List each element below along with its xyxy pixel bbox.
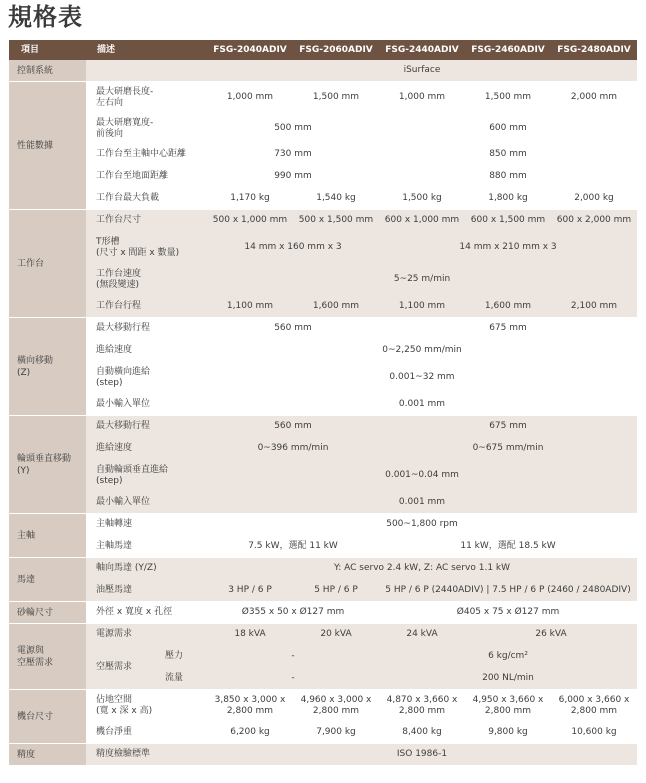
- value-cell: 9,800 kg: [488, 727, 528, 738]
- value-cell: ISO 1986-1: [396, 749, 448, 760]
- table-row: [9, 602, 637, 624]
- row-label: 空壓需求: [96, 662, 133, 673]
- value-cell: 600 x 1,500 mm: [470, 215, 546, 226]
- table-row: [9, 416, 637, 438]
- row-label: 最大研磨寬度- 前後向: [96, 117, 154, 139]
- value-cell: 4,870 x 3,660 x 2,800 mm: [386, 694, 458, 716]
- value-cell: 1,100 mm: [398, 301, 446, 312]
- table-row: [9, 580, 637, 602]
- value-cell: 7,900 kg: [316, 727, 356, 738]
- value-cell: 3,850 x 3,000 x 2,800 mm: [214, 694, 286, 716]
- table-group: [9, 210, 637, 318]
- row-label: 最大移動行程: [96, 421, 151, 432]
- spec-table: [9, 40, 637, 766]
- value-cell: 1,500 kg: [402, 193, 442, 204]
- header-model-4: FSG-2460ADIV: [471, 45, 545, 55]
- value-cell: 4,960 x 3,000 x 2,800 mm: [300, 694, 372, 716]
- table-row: [9, 318, 637, 340]
- table-body: [9, 60, 637, 766]
- value-cell: 5~25 m/min: [393, 274, 451, 285]
- value-cell: 0~396 mm/min: [257, 443, 329, 454]
- value-cell: 500 x 1,500 mm: [298, 215, 374, 226]
- group-divider: [9, 765, 637, 766]
- value-cell: 14 mm x 210 mm x 3: [459, 242, 557, 253]
- header-item: 項目: [21, 45, 40, 55]
- value-cell: 200 NL/min: [482, 673, 534, 684]
- category-label: 輪頭垂直移動 (Y): [17, 454, 72, 476]
- category-label: 電源與 空壓需求: [17, 646, 54, 668]
- category-label: 砂輪尺寸: [17, 608, 54, 618]
- value-cell: 0~2,250 mm/min: [382, 345, 462, 356]
- value-cell: 1,170 kg: [230, 193, 270, 204]
- table-row: [9, 188, 637, 210]
- value-cell: 14 mm x 160 mm x 3: [244, 242, 342, 253]
- value-cell: 1,540 kg: [316, 193, 356, 204]
- value-cell: -: [291, 651, 295, 662]
- table-group: [9, 690, 637, 744]
- header-model-3: FSG-2440ADIV: [385, 45, 459, 55]
- table-row: [9, 82, 637, 114]
- row-label: T形槽 (尺寸 x 間距 x 數量): [96, 236, 180, 258]
- value-cell: 1,600 mm: [312, 301, 360, 312]
- table-row: [9, 210, 637, 232]
- table-row: [9, 514, 637, 536]
- value-cell: 8,400 kg: [402, 727, 442, 738]
- row-label: 主軸馬達: [96, 541, 133, 552]
- row-label: 最大研磨長度- 左右向: [96, 86, 154, 108]
- table-header: [9, 40, 637, 60]
- table-row: [9, 340, 637, 362]
- table-group: [9, 60, 637, 82]
- header-desc: 描述: [97, 45, 116, 55]
- category-label: 馬達: [17, 575, 36, 585]
- value-cell: 880 mm: [489, 171, 527, 182]
- table-row: [9, 114, 637, 144]
- table-row: [9, 690, 637, 722]
- row-label: 工作台行程: [96, 301, 142, 312]
- table-group: [9, 82, 637, 210]
- value-cell: 26 kVA: [535, 629, 567, 640]
- header-model-2: FSG-2060ADIV: [299, 45, 373, 55]
- value-cell: 6,200 kg: [230, 727, 270, 738]
- row-sublabel: 流量: [165, 673, 184, 684]
- value-cell: 1,600 mm: [484, 301, 532, 312]
- table-group: [9, 416, 637, 514]
- value-cell: -: [291, 673, 295, 684]
- category-label: 控制系統: [17, 66, 54, 76]
- value-cell: 1,800 kg: [488, 193, 528, 204]
- value-cell: 500~1,800 rpm: [386, 519, 458, 530]
- row-label: 工作台速度 (無段變速): [96, 268, 142, 290]
- table-row: [9, 394, 637, 416]
- value-cell: 3 HP / 6 P: [228, 585, 272, 596]
- table-row: [9, 144, 637, 166]
- value-cell: 1,100 mm: [226, 301, 274, 312]
- value-cell: 6 kg/cm²: [488, 651, 528, 662]
- value-cell: iSurface: [403, 65, 441, 76]
- table-row: [9, 362, 637, 394]
- category-label: 橫向移動 (Z): [17, 356, 54, 378]
- value-cell: 675 mm: [489, 323, 527, 334]
- row-label: 最小輸入單位: [96, 399, 151, 410]
- value-cell: 675 mm: [489, 421, 527, 432]
- table-row: [9, 558, 637, 580]
- value-cell: 2,000 kg: [574, 193, 614, 204]
- table-group: [9, 744, 637, 766]
- value-cell: 5 HP / 6 P (2440ADIV) | 7.5 HP / 6 P (2460 / 2480ADIV): [385, 585, 631, 596]
- value-cell: 600 mm: [489, 123, 527, 134]
- value-cell: 5 HP / 6 P: [314, 585, 358, 596]
- row-label: 工作台至主軸中心距離: [96, 149, 187, 160]
- table-group: [9, 558, 637, 602]
- row-label: 電源需求: [96, 629, 133, 640]
- value-cell: 600 x 2,000 mm: [556, 215, 632, 226]
- table-row: [9, 60, 637, 82]
- table-row: [9, 536, 637, 558]
- row-label: 進給速度: [96, 345, 133, 356]
- row-label: 工作台最大負載: [96, 193, 160, 204]
- value-cell: Y: AC servo 2.4 kW, Z: AC servo 1.1 kW: [333, 563, 511, 574]
- row-label: 精度檢驗標準: [96, 749, 151, 760]
- page-title: 規格表: [8, 3, 83, 31]
- row-label: 最大移動行程: [96, 323, 151, 334]
- category-label: 機台尺寸: [17, 712, 54, 722]
- value-cell: 24 kVA: [406, 629, 438, 640]
- value-cell: 560 mm: [274, 421, 312, 432]
- value-cell: 11 kW，選配 18.5 kW: [460, 541, 556, 552]
- row-label: 外徑 x 寬度 x 孔徑: [96, 607, 173, 618]
- category-label: 性能數據: [17, 141, 54, 151]
- row-sublabel: 壓力: [165, 651, 184, 662]
- row-label: 工作台至地面距離: [96, 171, 169, 182]
- value-cell: 560 mm: [274, 323, 312, 334]
- row-label: 最小輸入單位: [96, 497, 151, 508]
- table-row: [9, 722, 637, 744]
- table-row: [9, 438, 637, 460]
- table-group: [9, 602, 637, 624]
- value-cell: 1,000 mm: [398, 92, 446, 103]
- value-cell: Ø355 x 50 x Ø127 mm: [241, 607, 345, 618]
- value-cell: 4,950 x 3,660 x 2,800 mm: [472, 694, 544, 716]
- value-cell: Ø405 x 75 x Ø127 mm: [456, 607, 560, 618]
- value-cell: 0.001 mm: [398, 399, 446, 410]
- table-row: [9, 492, 637, 514]
- category-label: 主軸: [17, 531, 36, 541]
- row-label: 進給速度: [96, 443, 133, 454]
- row-label: 工作台尺寸: [96, 215, 142, 226]
- value-cell: 1,000 mm: [226, 92, 274, 103]
- row-label: 油壓馬達: [96, 585, 133, 596]
- header-model-1: FSG-2040ADIV: [213, 45, 287, 55]
- table-group: [9, 624, 637, 690]
- value-cell: 0.001~0.04 mm: [385, 470, 459, 481]
- category-label: 工作台: [17, 259, 45, 269]
- value-cell: 850 mm: [489, 149, 527, 160]
- value-cell: 20 kVA: [320, 629, 352, 640]
- value-cell: 18 kVA: [234, 629, 266, 640]
- value-cell: 10,600 kg: [571, 727, 617, 738]
- value-cell: 600 x 1,000 mm: [384, 215, 460, 226]
- row-label: 自動橫向進給 (step): [96, 366, 151, 388]
- value-cell: 500 mm: [274, 123, 312, 134]
- value-cell: 1,500 mm: [484, 92, 532, 103]
- value-cell: 7.5 kW，選配 11 kW: [248, 541, 338, 552]
- value-cell: 500 x 1,000 mm: [212, 215, 288, 226]
- row-label: 軸向馬達 (Y/Z): [96, 563, 157, 574]
- table-row: [9, 264, 637, 296]
- value-cell: 1,500 mm: [312, 92, 360, 103]
- row-label: 自動輪頭垂直進給 (step): [96, 464, 169, 486]
- table-row: [9, 296, 637, 318]
- row-label: 主軸轉速: [96, 519, 133, 530]
- table-row: [9, 166, 637, 188]
- row-label: 佔地空間 (寬 x 深 x 高): [96, 694, 153, 716]
- category-label: 精度: [17, 750, 36, 760]
- table-group: [9, 318, 637, 416]
- value-cell: 2,000 mm: [570, 92, 618, 103]
- value-cell: 2,100 mm: [570, 301, 618, 312]
- table-row: [9, 232, 637, 264]
- value-cell: 730 mm: [274, 149, 312, 160]
- table-row: [9, 624, 637, 646]
- value-cell: 0.001~32 mm: [389, 372, 455, 383]
- table-row: [9, 460, 637, 492]
- table-row: [9, 744, 637, 766]
- row-label: 機台淨重: [96, 727, 133, 738]
- table-group: [9, 514, 637, 558]
- value-cell: 990 mm: [274, 171, 312, 182]
- value-cell: 6,000 x 3,660 x 2,800 mm: [558, 694, 630, 716]
- value-cell: 0.001 mm: [398, 497, 446, 508]
- header-model-5: FSG-2480ADIV: [557, 45, 631, 55]
- value-cell: 0~675 mm/min: [472, 443, 544, 454]
